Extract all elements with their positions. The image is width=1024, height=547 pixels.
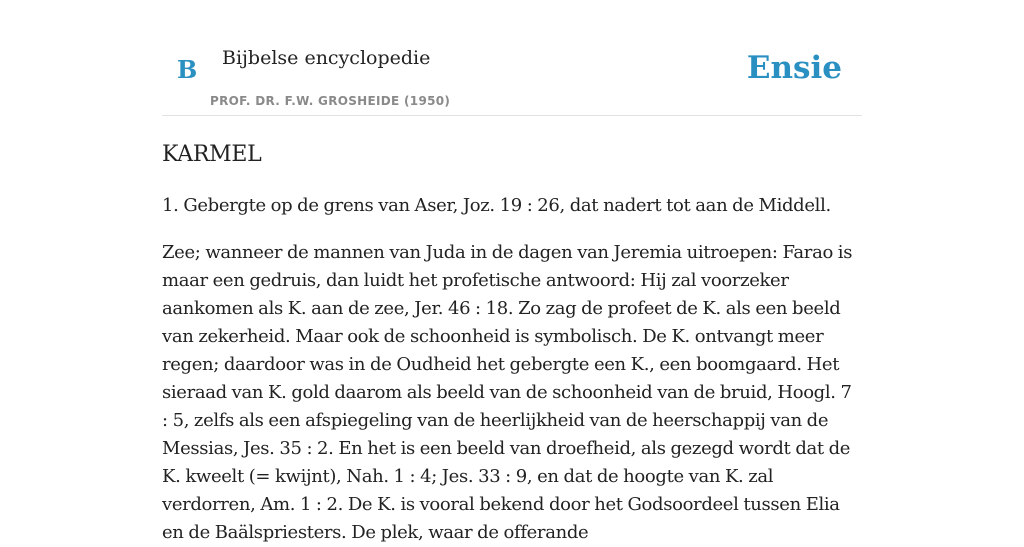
entry-title: KARMEL: [162, 142, 262, 167]
brand-logo-link[interactable]: Ensie: [746, 50, 842, 86]
book-letter-icon[interactable]: B: [177, 55, 198, 84]
book-author: PROF. DR. F.W. GROSHEIDE (1950): [210, 94, 451, 108]
page-container: [162, 0, 862, 543]
page-header: [162, 0, 862, 116]
book-title[interactable]: Bijbelse encyclopedie: [222, 47, 431, 69]
entry-paragraph-2: Zee; wanneer de mannen van Juda in de dagen van Jeremia uitroepen: Farao is maar een gedruis, dan luidt het profetische antwoord: Hij zal voorzeker aankomen als K. aan de zee, Jer. 46 : 18. Zo zag de profeet de K. als een beeld van zekerheid. Maar ook de schoonheid is symbolisch. De K. ontvangt meer regen; daardoor was in de Oudheid het gebergte een K., een boomgaard. Het sieraad van K. gold daarom als beeld van de schoonheid van de bruid, Hoogl. 7 : 5, zelfs als een afspiegeling van de heerlijkheid van de heerschappij van de Messias, Jes. 35 : 2. En het is een beeld van droefheid, als gezegd wordt dat de K. kweelt (= kwijnt), Nah. 1 : 4; Jes. 33 : 9, en dat de hoogte van K. zal verdorren, Am. 1 : 2. De K. is vooral bekend door het Godsoordeel tussen Elia en de Baälspriesters. De plek, waar de offerande: [162, 242, 853, 543]
entry-paragraph-1: 1. Gebergte op de grens van Aser, Joz. 19 : 26, dat nadert tot aan de Middell.: [162, 195, 831, 216]
